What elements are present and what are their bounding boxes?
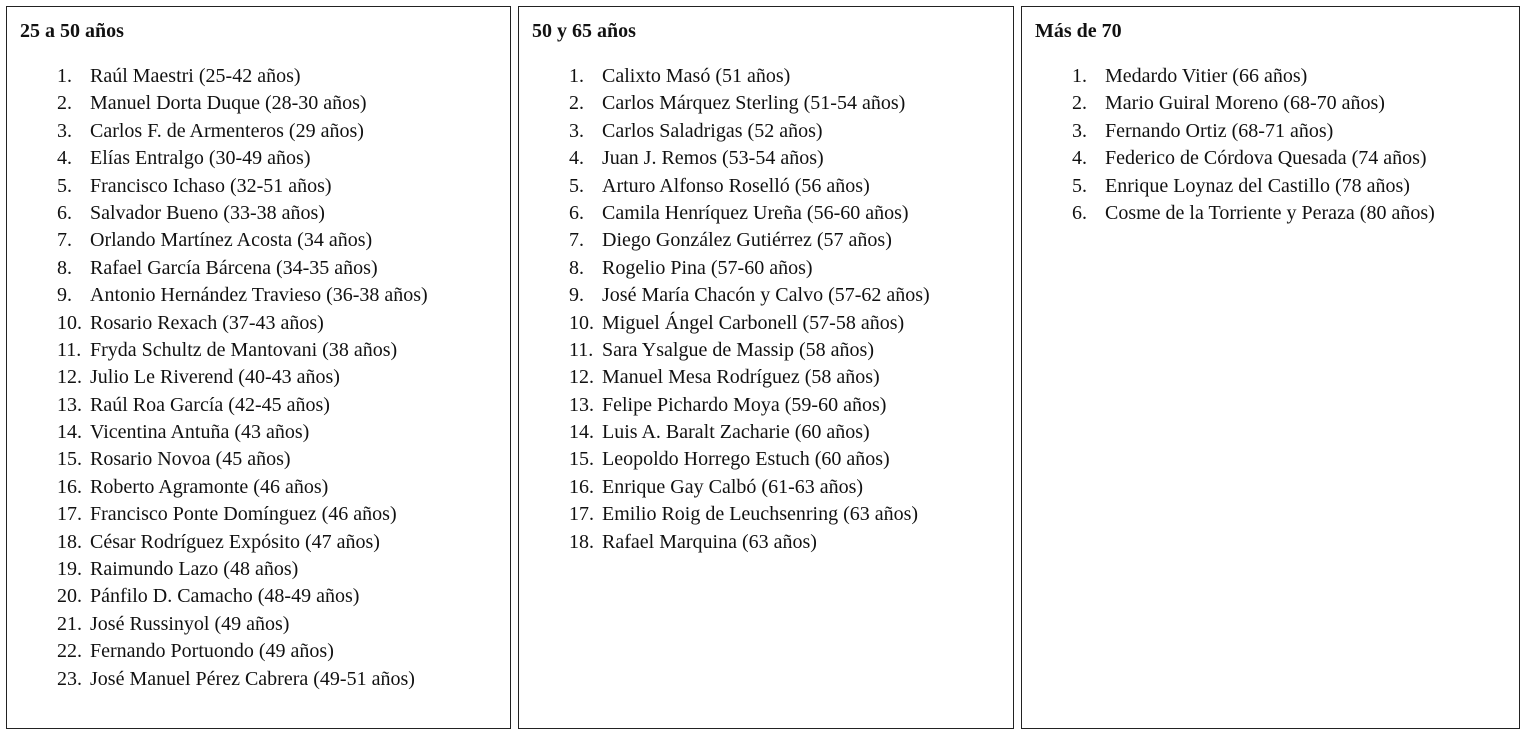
list-item-text: Rafael Marquina (63 años) <box>602 530 817 553</box>
list-item-number: 5. <box>57 174 72 197</box>
list-item <box>7 502 510 529</box>
list-item-text: Carlos F. de Armenteros (29 años) <box>90 119 364 142</box>
list-item <box>1022 201 1519 228</box>
list-item <box>7 420 510 447</box>
list-item-number: 2. <box>569 92 584 115</box>
list-item <box>7 228 510 255</box>
list-item-text: Fernando Ortiz (68-71 años) <box>1105 119 1334 142</box>
list-item-number: 1. <box>1072 65 1087 87</box>
list-item-number: 23. <box>57 667 82 690</box>
list-item <box>7 365 510 392</box>
list-item-text: Manuel Dorta Duque (28-30 años) <box>90 92 367 115</box>
list-item <box>7 174 510 201</box>
panel-title: 25 a 50 años <box>20 20 124 42</box>
list-item <box>519 283 1013 310</box>
list-item-number: 3. <box>1072 119 1087 142</box>
list-item-number: 7. <box>569 229 584 252</box>
name-list <box>7 64 510 694</box>
list-item-number: 6. <box>1072 201 1087 224</box>
list-item-number: 7. <box>57 229 72 252</box>
list-item-text: Manuel Mesa Rodríguez (58 años) <box>602 366 880 389</box>
list-item-number: 15. <box>569 448 594 471</box>
list-item <box>1022 91 1519 118</box>
list-item-text: Rosario Rexach (37-43 años) <box>90 311 324 334</box>
list-item <box>519 393 1013 420</box>
list-item <box>1022 119 1519 146</box>
list-item-number: 5. <box>1072 174 1087 197</box>
list-item <box>519 201 1013 228</box>
list-item-text: José Russinyol (49 años) <box>90 612 290 635</box>
list-item <box>7 91 510 118</box>
list-item <box>7 64 510 91</box>
list-item <box>519 119 1013 146</box>
list-item-text: Fernando Portuondo (49 años) <box>90 640 334 663</box>
list-item-text: Raúl Maestri (25-42 años) <box>90 65 301 87</box>
list-item-number: 21. <box>57 612 82 635</box>
list-item <box>519 64 1013 91</box>
list-item-text: Arturo Alfonso Roselló (56 años) <box>602 174 870 197</box>
list-item <box>7 311 510 338</box>
list-item-number: 16. <box>569 475 594 498</box>
list-item-number: 13. <box>57 393 82 416</box>
list-item <box>7 256 510 283</box>
list-item-number: 17. <box>57 503 82 526</box>
list-item <box>7 201 510 228</box>
list-item-text: Enrique Gay Calbó (61-63 años) <box>602 475 864 498</box>
list-item-number: 10. <box>569 311 594 334</box>
list-item-number: 12. <box>57 366 82 389</box>
list-item <box>1022 64 1519 91</box>
list-item-number: 8. <box>569 256 584 279</box>
list-item-text: Luis A. Baralt Zacharie (60 años) <box>602 421 870 444</box>
list-item <box>7 119 510 146</box>
list-item-number: 5. <box>569 174 584 197</box>
list-item-text: Fryda Schultz de Mantovani (38 años) <box>90 338 398 361</box>
list-item-number: 9. <box>569 284 584 307</box>
list-item-number: 3. <box>57 119 72 142</box>
age-group-over-70-panel <box>1021 6 1520 729</box>
list-item-text: Julio Le Riverend (40-43 años) <box>90 366 340 389</box>
list-item <box>519 311 1013 338</box>
list-item-text: Medardo Vitier (66 años) <box>1105 65 1308 87</box>
list-item-text: Rosario Novoa (45 años) <box>90 448 291 471</box>
list-item <box>519 228 1013 255</box>
list-item-number: 6. <box>57 201 72 224</box>
list-item-number: 10. <box>57 311 82 334</box>
list-item <box>519 146 1013 173</box>
list-item-text: César Rodríguez Expósito (47 años) <box>90 530 380 553</box>
list-item <box>1022 146 1519 173</box>
list-item-text: Salvador Bueno (33-38 años) <box>90 201 325 224</box>
list-item <box>1022 174 1519 201</box>
list-item-text: Federico de Córdova Quesada (74 años) <box>1105 147 1427 170</box>
list-item-number: 12. <box>569 366 594 389</box>
list-item-text: Leopoldo Horrego Estuch (60 años) <box>602 448 890 471</box>
list-item-number: 3. <box>569 119 584 142</box>
age-group-25-50-panel <box>6 6 511 729</box>
list-item <box>519 174 1013 201</box>
list-item <box>7 447 510 474</box>
list-item-number: 14. <box>57 421 82 444</box>
list-item-number: 1. <box>57 65 72 87</box>
list-item-text: Raimundo Lazo (48 años) <box>90 558 299 581</box>
list-item-text: Elías Entralgo (30-49 años) <box>90 147 311 170</box>
list-item-text: Rogelio Pina (57-60 años) <box>602 256 813 279</box>
list-item <box>7 557 510 584</box>
list-item <box>7 612 510 639</box>
list-item-text: Antonio Hernández Travieso (36-38 años) <box>90 284 428 307</box>
list-item <box>519 420 1013 447</box>
list-item-number: 18. <box>569 530 594 553</box>
list-item <box>7 475 510 502</box>
list-item-number: 4. <box>1072 147 1087 170</box>
list-item-text: Francisco Ponte Domínguez (46 años) <box>90 503 397 526</box>
name-list <box>519 64 1013 557</box>
list-item <box>7 530 510 557</box>
list-item <box>7 584 510 611</box>
list-item-text: Raúl Roa García (42-45 años) <box>90 393 330 416</box>
list-item-number: 4. <box>569 147 584 170</box>
list-item <box>519 475 1013 502</box>
list-item <box>7 283 510 310</box>
list-item <box>519 338 1013 365</box>
list-item-number: 15. <box>57 448 82 471</box>
list-item <box>7 667 510 694</box>
list-item <box>7 393 510 420</box>
name-list <box>1022 64 1519 228</box>
list-item <box>519 365 1013 392</box>
list-item <box>519 256 1013 283</box>
list-item-text: Enrique Loynaz del Castillo (78 años) <box>1105 174 1410 197</box>
list-item-number: 19. <box>57 558 82 581</box>
list-item-text: Orlando Martínez Acosta (34 años) <box>90 229 373 252</box>
list-item-number: 18. <box>57 530 82 553</box>
list-item-number: 1. <box>569 65 584 87</box>
list-item-number: 16. <box>57 475 82 498</box>
list-item <box>519 91 1013 118</box>
list-item-text: Rafael García Bárcena (34-35 años) <box>90 256 378 279</box>
list-item-text: Emilio Roig de Leuchsenring (63 años) <box>602 503 919 526</box>
list-item <box>519 502 1013 529</box>
list-item-text: Miguel Ángel Carbonell (57-58 años) <box>602 311 905 334</box>
list-item <box>7 146 510 173</box>
list-item-number: 20. <box>57 585 82 608</box>
list-item <box>519 530 1013 557</box>
list-item-number: 17. <box>569 503 594 526</box>
list-item-number: 11. <box>57 338 82 361</box>
list-item-number: 6. <box>569 201 584 224</box>
panel-title: 50 y 65 años <box>532 20 636 42</box>
list-item-text: Juan J. Remos (53-54 años) <box>602 147 824 170</box>
panel-title: Más de 70 <box>1035 20 1122 42</box>
list-item-text: Mario Guiral Moreno (68-70 años) <box>1105 92 1385 115</box>
list-item-text: Carlos Saladrigas (52 años) <box>602 119 823 142</box>
list-item-text: Calixto Masó (51 años) <box>602 65 791 87</box>
list-item-text: José María Chacón y Calvo (57-62 años) <box>602 284 930 307</box>
list-item-text: José Manuel Pérez Cabrera (49-51 años) <box>90 667 415 690</box>
list-item-text: Sara Ysalgue de Massip (58 años) <box>602 338 874 361</box>
list-item-number: 4. <box>57 147 72 170</box>
list-item-number: 8. <box>57 256 72 279</box>
list-item-text: Cosme de la Torriente y Peraza (80 años) <box>1105 201 1435 224</box>
list-item-number: 2. <box>1072 92 1087 115</box>
list-item-number: 13. <box>569 393 594 416</box>
list-item-text: Vicentina Antuña (43 años) <box>90 421 310 444</box>
list-item-number: 9. <box>57 284 72 307</box>
list-item <box>7 338 510 365</box>
list-item-text: Carlos Márquez Sterling (51-54 años) <box>602 92 906 115</box>
list-item-text: Pánfilo D. Camacho (48-49 años) <box>90 585 360 608</box>
list-item-text: Felipe Pichardo Moya (59-60 años) <box>602 393 887 416</box>
list-item-text: Roberto Agramonte (46 años) <box>90 475 329 498</box>
list-item <box>519 447 1013 474</box>
list-item-number: 2. <box>57 92 72 115</box>
age-group-50-65-panel <box>518 6 1014 729</box>
list-item-text: Camila Henríquez Ureña (56-60 años) <box>602 201 909 224</box>
list-item-number: 14. <box>569 421 594 444</box>
list-item-number: 11. <box>569 338 594 361</box>
list-item-text: Francisco Ichaso (32-51 años) <box>90 174 332 197</box>
list-item-number: 22. <box>57 640 82 663</box>
list-item <box>7 639 510 666</box>
list-item-text: Diego González Gutiérrez (57 años) <box>602 229 892 252</box>
